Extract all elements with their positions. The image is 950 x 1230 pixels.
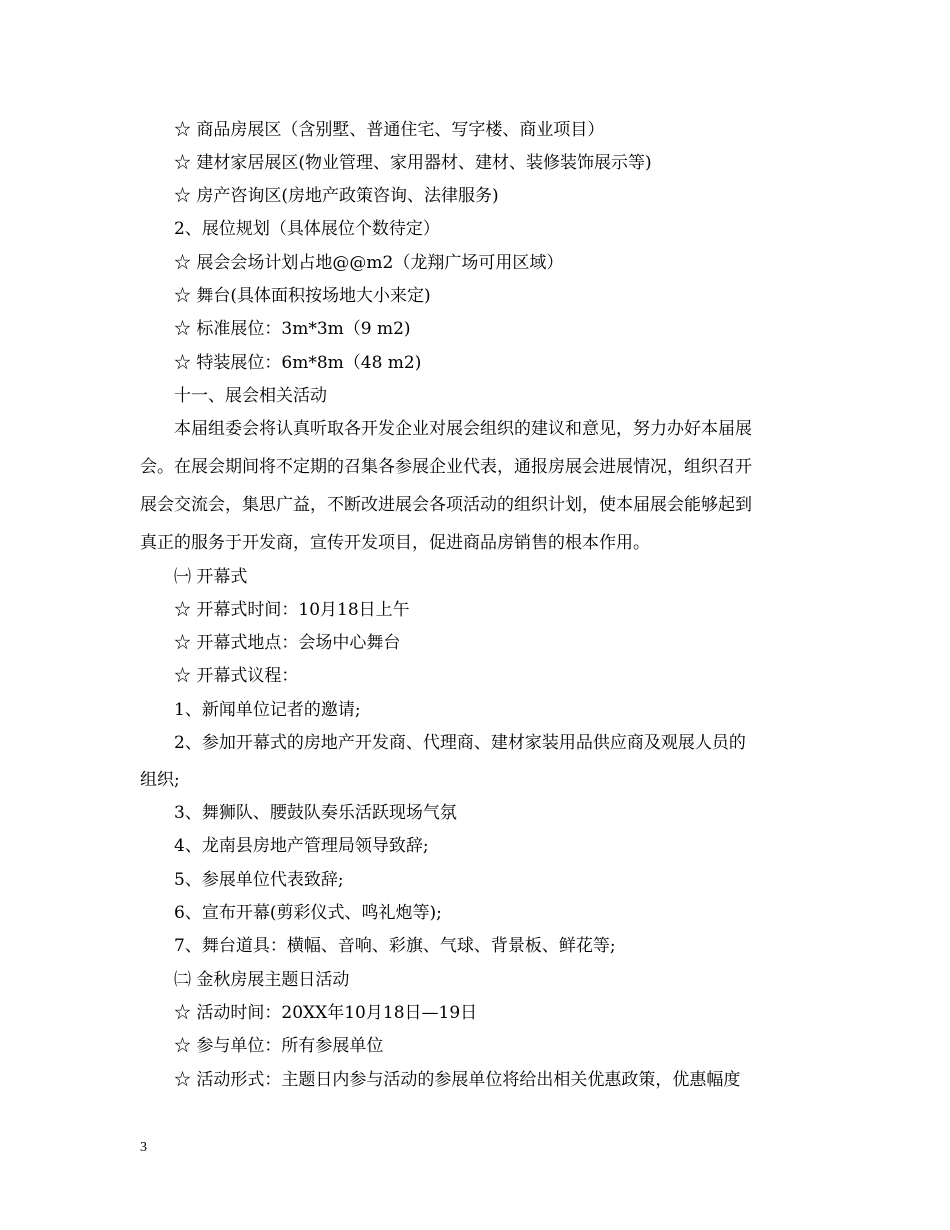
- text-line: ☆ 开幕式议程：: [174, 666, 299, 686]
- text-line: ☆ 开幕式地点：会场中心舞台: [174, 633, 401, 653]
- text-line: 4、龙南县房地产管理局领导致辞;: [174, 836, 429, 856]
- section-heading: 十一、展会相关活动: [174, 386, 327, 406]
- text-line: 3、舞狮队、腰鼓队奏乐活跃现场气氛: [174, 803, 457, 823]
- text-line: 1、新闻单位记者的邀请;: [174, 700, 361, 720]
- paragraph-line: 本届组委会将认真听取各开发企业对展会组织的建议和意见，努力办好本届展: [174, 419, 752, 439]
- text-line: 7、舞台道具：横幅、音响、彩旗、气球、背景板、鲜花等;: [174, 936, 616, 956]
- text-line: ☆ 展会会场计划占地@@m2（龙翔广场可用区域）: [174, 253, 564, 273]
- paragraph-line: 展会交流会，集思广益，不断改进展会各项活动的组织计划，使本届展会能够起到: [140, 495, 752, 515]
- text-line: ☆ 舞台(具体面积按场地大小来定): [174, 286, 431, 306]
- text-line: 6、宣布开幕(剪彩仪式、鸣礼炮等);: [174, 903, 442, 923]
- text-line: ☆ 活动时间：20XX年10月18日—19日: [174, 1003, 478, 1023]
- text-line: ☆ 商品房展区（含别墅、普通住宅、写字楼、商业项目）: [174, 120, 605, 140]
- text-line: 组织;: [140, 770, 180, 790]
- text-line: ☆ 开幕式时间：10月18日上午: [174, 600, 410, 620]
- text-line: ☆ 标准展位：3m*3m（9 m2): [174, 319, 411, 339]
- text-line: ☆ 活动形式：主题日内参与活动的参展单位将给出相关优惠政策，优惠幅度: [174, 1070, 741, 1090]
- page-number: 3: [140, 1140, 147, 1155]
- text-line: 5、参展单位代表致辞;: [174, 870, 344, 890]
- subsection-heading: ㈡ 金秋房展主题日活动: [174, 970, 350, 990]
- paragraph-line: 会。在展会期间将不定期的召集各参展企业代表，通报房展会进展情况，组织召开: [140, 457, 752, 477]
- text-line: ☆ 特装展位：6m*8m（48 m2): [174, 353, 422, 373]
- paragraph-line: 真正的服务于开发商，宣传开发项目，促进商品房销售的根本作用。: [140, 533, 650, 553]
- text-line: ☆ 参与单位：所有参展单位: [174, 1036, 384, 1056]
- text-line: 2、展位规划（具体展位个数待定）: [174, 219, 440, 239]
- text-line: ☆ 房产咨询区(房地产政策咨询、法律服务): [174, 186, 499, 206]
- subsection-heading: ㈠ 开幕式: [174, 567, 248, 587]
- text-line: 2、参加开幕式的房地产开发商、代理商、建材家装用品供应商及观展人员的: [174, 733, 746, 753]
- text-line: ☆ 建材家居展区(物业管理、家用器材、建材、装修装饰展示等): [174, 153, 652, 173]
